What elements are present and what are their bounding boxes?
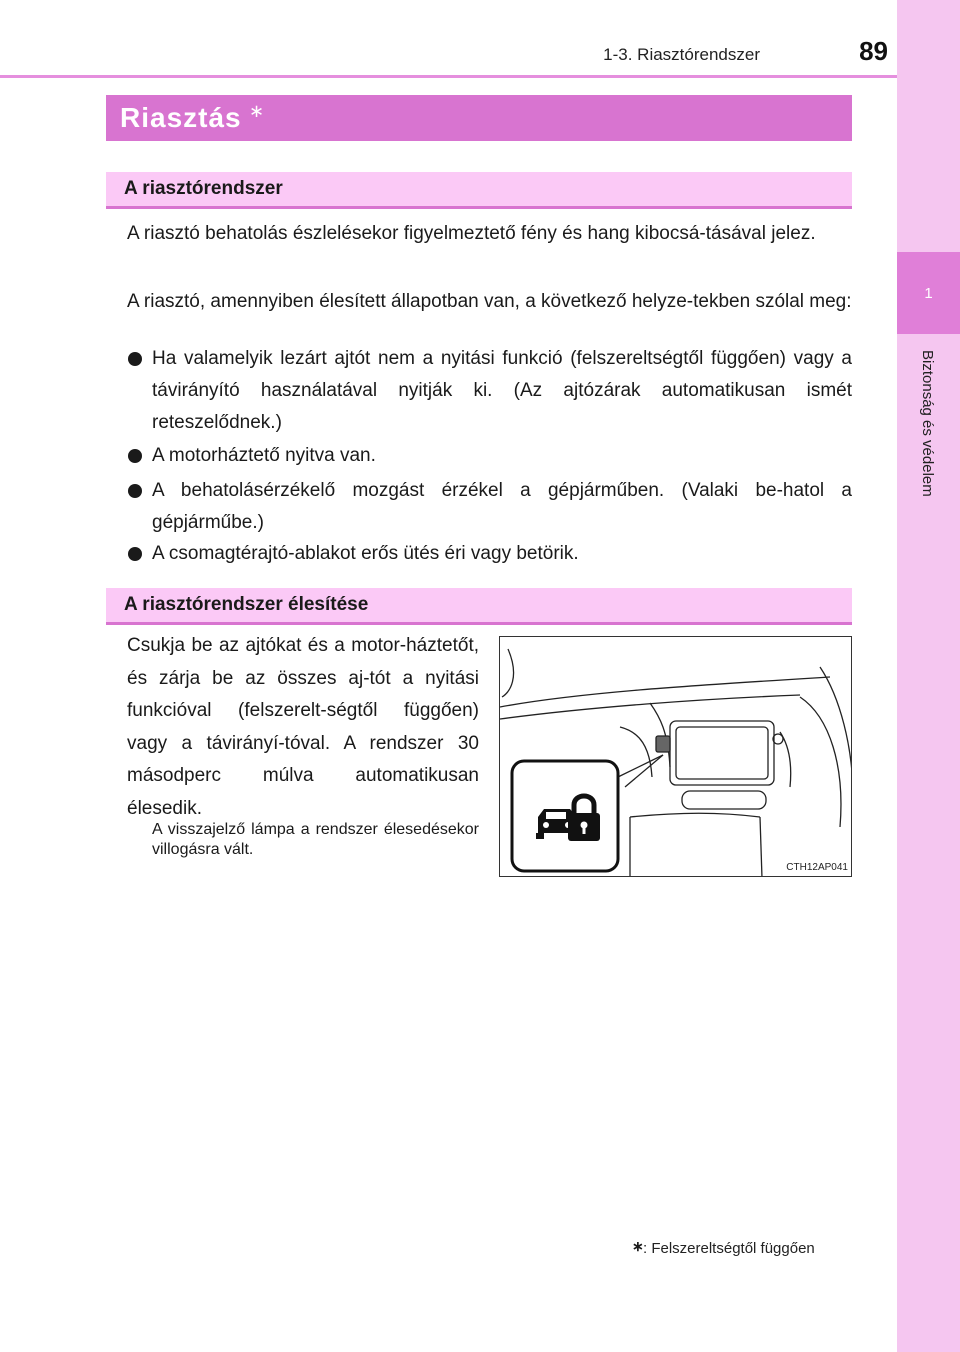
section-heading: A riasztórendszer	[124, 178, 283, 199]
paragraph: Csukja be az ajtókat és a motor-háztetőt, és zárja be az összes aj-tót a nyitási funkcióval (felszerelt-ségtől függően) vagy a távirányí-tóval. A rendszer 30 másodperc múlva automatikusan élesedik.	[127, 635, 479, 819]
bullet-text: A behatolásérzékelő mozgást érzékel a gépjárműben. (Valaki be-hatol a gépjárműbe.)	[152, 480, 852, 533]
dashboard-drawing	[500, 637, 852, 877]
section-heading-bar	[106, 172, 852, 209]
bullet-icon	[128, 352, 142, 366]
section-heading: A riasztórendszer élesítése	[124, 594, 369, 615]
page-title-bar	[106, 95, 852, 141]
side-tab-background	[897, 0, 960, 1352]
bullet-icon	[128, 484, 142, 498]
title-asterisk: ∗	[249, 101, 265, 121]
header-rule	[0, 75, 897, 78]
header-section-title: 1-3. Riasztórendszer	[603, 45, 760, 64]
page-title: Riasztás	[120, 102, 242, 133]
paragraph: A riasztó, amennyiben élesített állapotban van, a következő helyze-tekben szólal meg:	[127, 291, 852, 312]
note-text: A visszajelző lámpa a rendszer élesedésekor villogásra vált.	[152, 821, 479, 858]
bullet-text: A motorháztető nyitva van.	[152, 445, 376, 466]
bullet-icon	[128, 547, 142, 561]
page-number: 89	[859, 36, 888, 66]
chapter-title-vertical: Biztonság és védelem	[919, 350, 936, 497]
figure-code: CTH12AP041	[786, 862, 848, 873]
bullet-icon	[128, 449, 142, 463]
bullet-text: A csomagtérajtó-ablakot erős ütés éri vagy betörik.	[152, 543, 579, 564]
bullet-text: Ha valamelyik lezárt ajtót nem a nyitási funkció (felszereltségtől függően) vagy a távirányító használatával nyitják ki. (Az ajtózárak automatikusan ismét reteszelődnek.)	[152, 348, 852, 433]
paragraph: A riasztó behatolás észlelésekor figyelmeztető fény és hang kibocsá-tásával jelez.	[127, 223, 816, 244]
section-heading-bar	[106, 588, 852, 625]
footnote-asterisk: ∗	[632, 1238, 644, 1254]
footnote-text: : Felszereltségtől függően	[643, 1240, 815, 1257]
chapter-number-tab[interactable]: 1	[897, 252, 960, 334]
dashboard-illustration	[499, 636, 852, 877]
